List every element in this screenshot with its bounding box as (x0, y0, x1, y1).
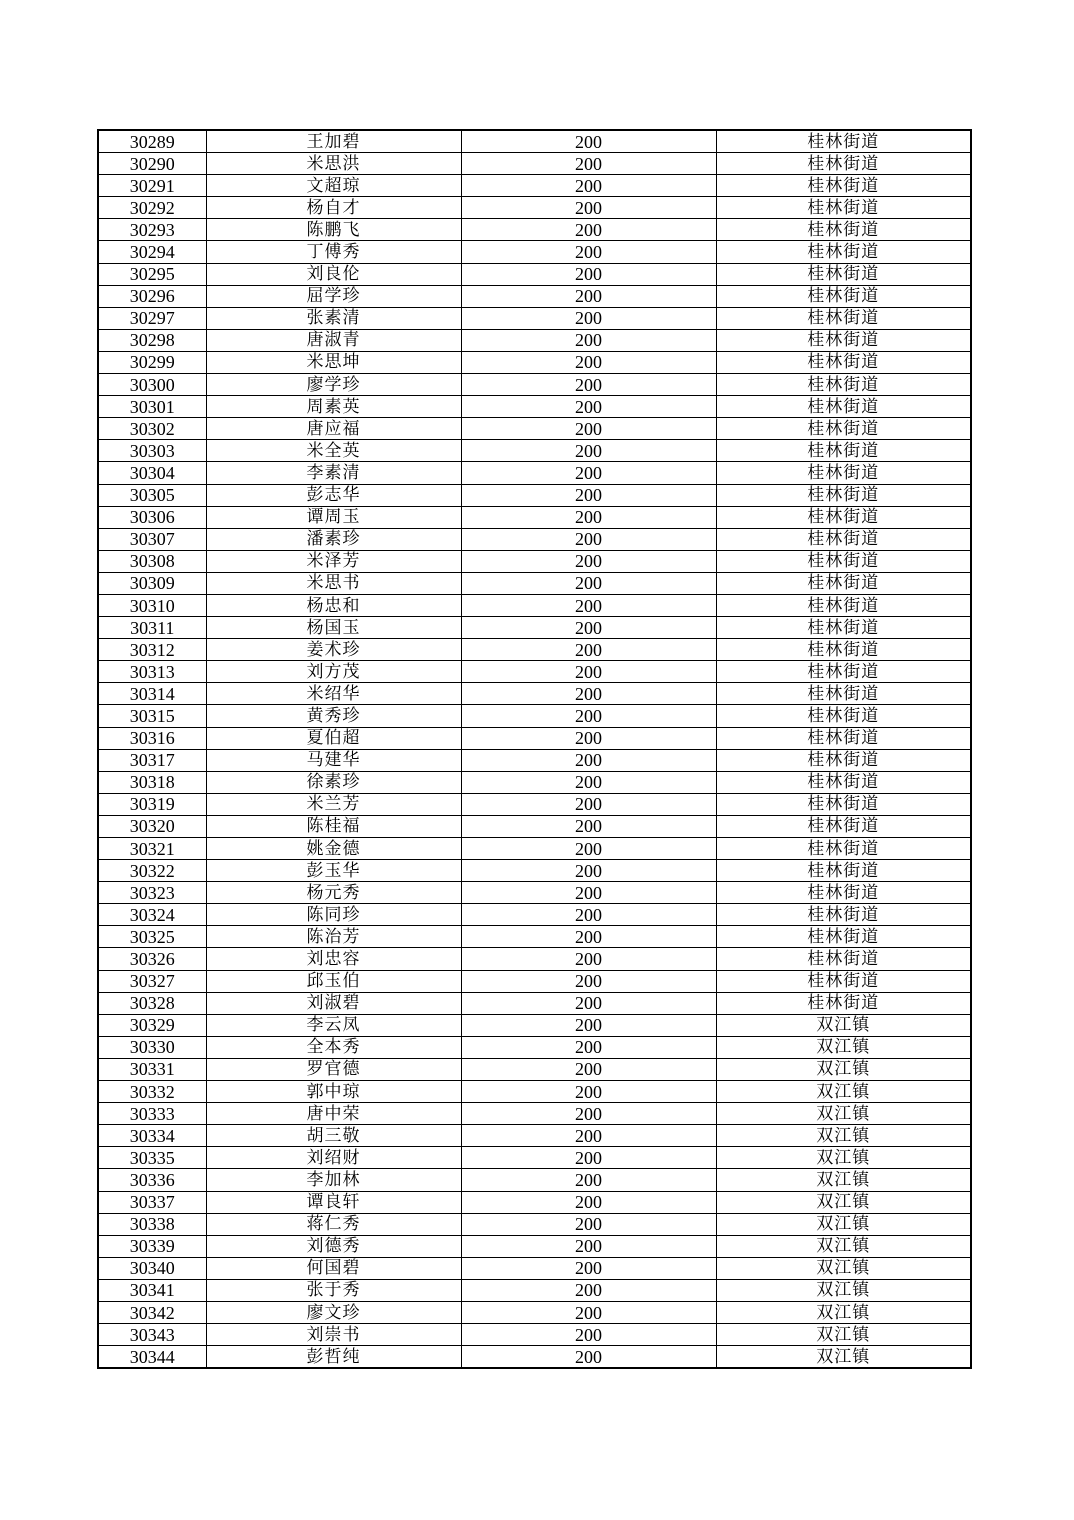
table-row (98, 374, 971, 396)
roster-table (97, 129, 972, 1369)
amount-cell: 200 (461, 528, 716, 550)
person-name-cell: 米泽芳 (206, 550, 461, 572)
roster-table-body (98, 130, 971, 1368)
table-row (98, 1213, 971, 1235)
amount-cell: 200 (461, 1014, 716, 1036)
table-row (98, 815, 971, 837)
row-number-cell: 30340 (98, 1257, 206, 1279)
person-name-cell: 张于秀 (206, 1279, 461, 1301)
table-row (98, 197, 971, 219)
amount-cell: 200 (461, 153, 716, 175)
amount-cell: 200 (461, 1125, 716, 1147)
table-row (98, 683, 971, 705)
person-name-cell: 谭良轩 (206, 1191, 461, 1213)
table-row (98, 1147, 971, 1169)
person-name-cell: 陈鹏飞 (206, 219, 461, 241)
person-name-cell: 彭志华 (206, 484, 461, 506)
table-row (98, 219, 971, 241)
row-number-cell: 30311 (98, 617, 206, 639)
row-number-cell: 30312 (98, 639, 206, 661)
amount-cell: 200 (461, 418, 716, 440)
amount-cell: 200 (461, 1103, 716, 1125)
area-cell: 双江镇 (716, 1058, 971, 1080)
table-row (98, 1081, 971, 1103)
amount-cell: 200 (461, 263, 716, 285)
area-cell: 桂林街道 (716, 219, 971, 241)
amount-cell: 200 (461, 639, 716, 661)
amount-cell: 200 (461, 970, 716, 992)
area-cell: 桂林街道 (716, 926, 971, 948)
row-number-cell: 30317 (98, 749, 206, 771)
area-cell: 双江镇 (716, 1346, 971, 1369)
row-number-cell: 30331 (98, 1058, 206, 1080)
table-row (98, 175, 971, 197)
area-cell: 桂林街道 (716, 197, 971, 219)
table-row (98, 617, 971, 639)
area-cell: 桂林街道 (716, 528, 971, 550)
table-row (98, 1324, 971, 1346)
area-cell: 桂林街道 (716, 462, 971, 484)
person-name-cell: 邱玉伯 (206, 970, 461, 992)
row-number-cell: 30292 (98, 197, 206, 219)
person-name-cell: 王加碧 (206, 130, 461, 153)
area-cell: 双江镇 (716, 1081, 971, 1103)
area-cell: 桂林街道 (716, 815, 971, 837)
person-name-cell: 米全英 (206, 440, 461, 462)
person-name-cell: 谭周玉 (206, 506, 461, 528)
amount-cell: 200 (461, 904, 716, 926)
area-cell: 桂林街道 (716, 749, 971, 771)
person-name-cell: 唐淑青 (206, 329, 461, 351)
area-cell: 双江镇 (716, 1036, 971, 1058)
table-row (98, 484, 971, 506)
row-number-cell: 30329 (98, 1014, 206, 1036)
area-cell: 桂林街道 (716, 440, 971, 462)
person-name-cell: 刘崇书 (206, 1324, 461, 1346)
amount-cell: 200 (461, 197, 716, 219)
area-cell: 桂林街道 (716, 683, 971, 705)
person-name-cell: 丁傅秀 (206, 241, 461, 263)
amount-cell: 200 (461, 241, 716, 263)
area-cell: 桂林街道 (716, 594, 971, 616)
person-name-cell: 刘良伦 (206, 263, 461, 285)
person-name-cell: 李加林 (206, 1169, 461, 1191)
row-number-cell: 30322 (98, 860, 206, 882)
person-name-cell: 胡三敬 (206, 1125, 461, 1147)
area-cell: 双江镇 (716, 1213, 971, 1235)
area-cell: 桂林街道 (716, 307, 971, 329)
row-number-cell: 30320 (98, 815, 206, 837)
amount-cell: 200 (461, 771, 716, 793)
table-row (98, 1169, 971, 1191)
table-row (98, 882, 971, 904)
person-name-cell: 徐素珍 (206, 771, 461, 793)
table-row (98, 1058, 971, 1080)
area-cell: 桂林街道 (716, 418, 971, 440)
amount-cell: 200 (461, 594, 716, 616)
person-name-cell: 黄秀珍 (206, 705, 461, 727)
area-cell: 桂林街道 (716, 860, 971, 882)
amount-cell: 200 (461, 661, 716, 683)
table-row (98, 661, 971, 683)
area-cell: 桂林街道 (716, 771, 971, 793)
area-cell: 桂林街道 (716, 550, 971, 572)
row-number-cell: 30310 (98, 594, 206, 616)
row-number-cell: 30295 (98, 263, 206, 285)
row-number-cell: 30315 (98, 705, 206, 727)
area-cell: 桂林街道 (716, 329, 971, 351)
amount-cell: 200 (461, 1036, 716, 1058)
row-number-cell: 30304 (98, 462, 206, 484)
area-cell: 桂林街道 (716, 263, 971, 285)
row-number-cell: 30336 (98, 1169, 206, 1191)
amount-cell: 200 (461, 838, 716, 860)
amount-cell: 200 (461, 1301, 716, 1323)
row-number-cell: 30297 (98, 307, 206, 329)
person-name-cell: 陈治芳 (206, 926, 461, 948)
area-cell: 桂林街道 (716, 904, 971, 926)
area-cell: 桂林街道 (716, 727, 971, 749)
amount-cell: 200 (461, 727, 716, 749)
person-name-cell: 米思洪 (206, 153, 461, 175)
person-name-cell: 刘淑碧 (206, 992, 461, 1014)
table-row (98, 793, 971, 815)
area-cell: 桂林街道 (716, 175, 971, 197)
area-cell: 桂林街道 (716, 396, 971, 418)
table-row (98, 1014, 971, 1036)
table-row (98, 904, 971, 926)
person-name-cell: 潘素珍 (206, 528, 461, 550)
person-name-cell: 米思坤 (206, 351, 461, 373)
person-name-cell: 马建华 (206, 749, 461, 771)
row-number-cell: 30321 (98, 838, 206, 860)
table-row (98, 727, 971, 749)
person-name-cell: 李云凤 (206, 1014, 461, 1036)
row-number-cell: 30293 (98, 219, 206, 241)
area-cell: 桂林街道 (716, 484, 971, 506)
row-number-cell: 30319 (98, 793, 206, 815)
amount-cell: 200 (461, 882, 716, 904)
table-row (98, 462, 971, 484)
amount-cell: 200 (461, 572, 716, 594)
person-name-cell: 全本秀 (206, 1036, 461, 1058)
row-number-cell: 30301 (98, 396, 206, 418)
table-row (98, 970, 971, 992)
table-row (98, 1235, 971, 1257)
row-number-cell: 30313 (98, 661, 206, 683)
table-row (98, 572, 971, 594)
row-number-cell: 30305 (98, 484, 206, 506)
person-name-cell: 刘忠容 (206, 948, 461, 970)
area-cell: 桂林街道 (716, 838, 971, 860)
person-name-cell: 姜术珍 (206, 639, 461, 661)
row-number-cell: 30344 (98, 1346, 206, 1369)
amount-cell: 200 (461, 1058, 716, 1080)
person-name-cell: 陈同珍 (206, 904, 461, 926)
person-name-cell: 杨忠和 (206, 594, 461, 616)
table-row (98, 396, 971, 418)
table-row (98, 528, 971, 550)
row-number-cell: 30332 (98, 1081, 206, 1103)
amount-cell: 200 (461, 440, 716, 462)
row-number-cell: 30306 (98, 506, 206, 528)
amount-cell: 200 (461, 1324, 716, 1346)
person-name-cell: 彭哲纯 (206, 1346, 461, 1369)
area-cell: 双江镇 (716, 1301, 971, 1323)
area-cell: 双江镇 (716, 1125, 971, 1147)
table-row (98, 838, 971, 860)
amount-cell: 200 (461, 705, 716, 727)
amount-cell: 200 (461, 749, 716, 771)
table-row (98, 153, 971, 175)
amount-cell: 200 (461, 462, 716, 484)
row-number-cell: 30290 (98, 153, 206, 175)
amount-cell: 200 (461, 1257, 716, 1279)
row-number-cell: 30326 (98, 948, 206, 970)
table-row (98, 749, 971, 771)
area-cell: 桂林街道 (716, 661, 971, 683)
amount-cell: 200 (461, 1191, 716, 1213)
area-cell: 双江镇 (716, 1014, 971, 1036)
table-row (98, 1103, 971, 1125)
amount-cell: 200 (461, 1169, 716, 1191)
person-name-cell: 姚金德 (206, 838, 461, 860)
table-row (98, 440, 971, 462)
person-name-cell: 文超琼 (206, 175, 461, 197)
person-name-cell: 张素清 (206, 307, 461, 329)
area-cell: 桂林街道 (716, 285, 971, 307)
row-number-cell: 30335 (98, 1147, 206, 1169)
table-row (98, 705, 971, 727)
amount-cell: 200 (461, 484, 716, 506)
person-name-cell: 杨元秀 (206, 882, 461, 904)
area-cell: 桂林街道 (716, 153, 971, 175)
amount-cell: 200 (461, 683, 716, 705)
amount-cell: 200 (461, 396, 716, 418)
table-row (98, 506, 971, 528)
amount-cell: 200 (461, 374, 716, 396)
row-number-cell: 30289 (98, 130, 206, 153)
amount-cell: 200 (461, 992, 716, 1014)
person-name-cell: 李素清 (206, 462, 461, 484)
table-row (98, 418, 971, 440)
area-cell: 桂林街道 (716, 506, 971, 528)
area-cell: 双江镇 (716, 1324, 971, 1346)
amount-cell: 200 (461, 130, 716, 153)
row-number-cell: 30314 (98, 683, 206, 705)
table-row (98, 639, 971, 661)
person-name-cell: 刘绍财 (206, 1147, 461, 1169)
table-row (98, 948, 971, 970)
row-number-cell: 30303 (98, 440, 206, 462)
row-number-cell: 30299 (98, 351, 206, 373)
amount-cell: 200 (461, 948, 716, 970)
table-row (98, 1036, 971, 1058)
table-row (98, 1125, 971, 1147)
amount-cell: 200 (461, 1279, 716, 1301)
row-number-cell: 30337 (98, 1191, 206, 1213)
table-row (98, 926, 971, 948)
row-number-cell: 30338 (98, 1213, 206, 1235)
area-cell: 桂林街道 (716, 374, 971, 396)
table-row (98, 1257, 971, 1279)
person-name-cell: 陈桂福 (206, 815, 461, 837)
person-name-cell: 廖文珍 (206, 1301, 461, 1323)
table-row (98, 241, 971, 263)
table-row (98, 1346, 971, 1369)
row-number-cell: 30309 (98, 572, 206, 594)
amount-cell: 200 (461, 329, 716, 351)
amount-cell: 200 (461, 1081, 716, 1103)
area-cell: 桂林街道 (716, 992, 971, 1014)
row-number-cell: 30343 (98, 1324, 206, 1346)
person-name-cell: 彭玉华 (206, 860, 461, 882)
row-number-cell: 30339 (98, 1235, 206, 1257)
table-row (98, 285, 971, 307)
row-number-cell: 30341 (98, 1279, 206, 1301)
area-cell: 桂林街道 (716, 882, 971, 904)
row-number-cell: 30327 (98, 970, 206, 992)
row-number-cell: 30307 (98, 528, 206, 550)
row-number-cell: 30325 (98, 926, 206, 948)
row-number-cell: 30308 (98, 550, 206, 572)
area-cell: 桂林街道 (716, 639, 971, 661)
person-name-cell: 米绍华 (206, 683, 461, 705)
table-row (98, 992, 971, 1014)
area-cell: 双江镇 (716, 1147, 971, 1169)
table-row (98, 130, 971, 153)
table-row (98, 263, 971, 285)
amount-cell: 200 (461, 860, 716, 882)
table-row (98, 860, 971, 882)
person-name-cell: 蒋仁秀 (206, 1213, 461, 1235)
table-row (98, 1301, 971, 1323)
amount-cell: 200 (461, 1147, 716, 1169)
table-row (98, 550, 971, 572)
amount-cell: 200 (461, 175, 716, 197)
person-name-cell: 米兰芳 (206, 793, 461, 815)
area-cell: 桂林街道 (716, 793, 971, 815)
person-name-cell: 米思书 (206, 572, 461, 594)
area-cell: 双江镇 (716, 1169, 971, 1191)
row-number-cell: 30300 (98, 374, 206, 396)
row-number-cell: 30333 (98, 1103, 206, 1125)
area-cell: 双江镇 (716, 1257, 971, 1279)
area-cell: 桂林街道 (716, 948, 971, 970)
person-name-cell: 唐应福 (206, 418, 461, 440)
person-name-cell: 唐中荣 (206, 1103, 461, 1125)
row-number-cell: 30298 (98, 329, 206, 351)
area-cell: 桂林街道 (716, 572, 971, 594)
row-number-cell: 30318 (98, 771, 206, 793)
table-row (98, 351, 971, 373)
person-name-cell: 夏伯超 (206, 727, 461, 749)
amount-cell: 200 (461, 1235, 716, 1257)
table-row (98, 307, 971, 329)
person-name-cell: 杨自才 (206, 197, 461, 219)
person-name-cell: 何国碧 (206, 1257, 461, 1279)
table-row (98, 329, 971, 351)
row-number-cell: 30302 (98, 418, 206, 440)
row-number-cell: 30294 (98, 241, 206, 263)
table-row (98, 1279, 971, 1301)
person-name-cell: 郭中琼 (206, 1081, 461, 1103)
row-number-cell: 30291 (98, 175, 206, 197)
row-number-cell: 30342 (98, 1301, 206, 1323)
area-cell: 桂林街道 (716, 241, 971, 263)
amount-cell: 200 (461, 815, 716, 837)
amount-cell: 200 (461, 617, 716, 639)
person-name-cell: 屈学珍 (206, 285, 461, 307)
area-cell: 桂林街道 (716, 617, 971, 639)
person-name-cell: 刘方茂 (206, 661, 461, 683)
area-cell: 双江镇 (716, 1279, 971, 1301)
amount-cell: 200 (461, 307, 716, 329)
area-cell: 双江镇 (716, 1235, 971, 1257)
amount-cell: 200 (461, 550, 716, 572)
area-cell: 桂林街道 (716, 970, 971, 992)
row-number-cell: 30316 (98, 727, 206, 749)
row-number-cell: 30323 (98, 882, 206, 904)
area-cell: 桂林街道 (716, 351, 971, 373)
amount-cell: 200 (461, 506, 716, 528)
row-number-cell: 30328 (98, 992, 206, 1014)
person-name-cell: 廖学珍 (206, 374, 461, 396)
row-number-cell: 30324 (98, 904, 206, 926)
area-cell: 双江镇 (716, 1103, 971, 1125)
row-number-cell: 30296 (98, 285, 206, 307)
amount-cell: 200 (461, 793, 716, 815)
area-cell: 双江镇 (716, 1191, 971, 1213)
area-cell: 桂林街道 (716, 130, 971, 153)
table-row (98, 771, 971, 793)
amount-cell: 200 (461, 926, 716, 948)
amount-cell: 200 (461, 219, 716, 241)
row-number-cell: 30334 (98, 1125, 206, 1147)
person-name-cell: 刘德秀 (206, 1235, 461, 1257)
row-number-cell: 30330 (98, 1036, 206, 1058)
amount-cell: 200 (461, 285, 716, 307)
amount-cell: 200 (461, 1346, 716, 1369)
table-row (98, 1191, 971, 1213)
person-name-cell: 杨国玉 (206, 617, 461, 639)
table-row (98, 594, 971, 616)
amount-cell: 200 (461, 1213, 716, 1235)
person-name-cell: 周素英 (206, 396, 461, 418)
area-cell: 桂林街道 (716, 705, 971, 727)
person-name-cell: 罗官德 (206, 1058, 461, 1080)
amount-cell: 200 (461, 351, 716, 373)
